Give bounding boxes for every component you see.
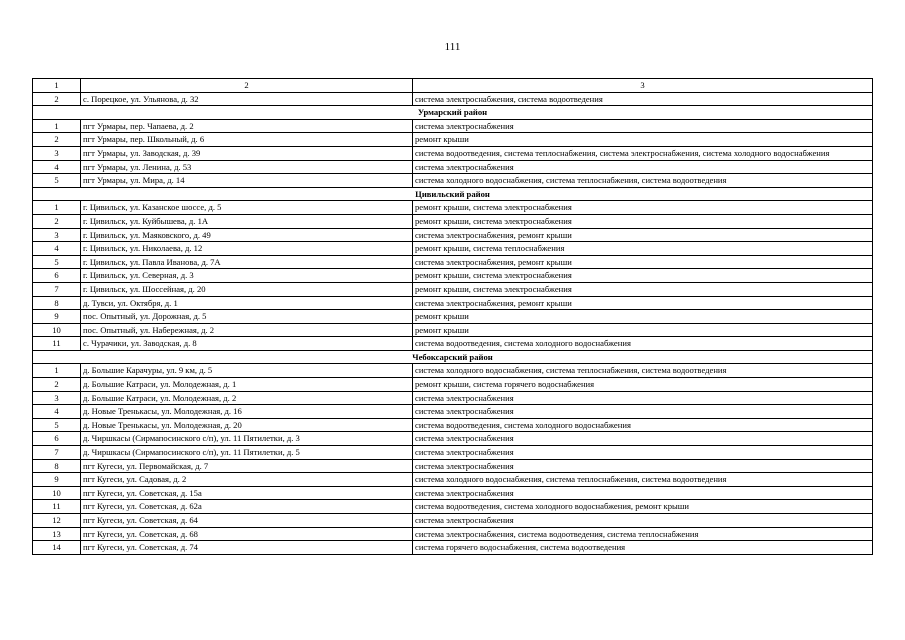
row-works: система холодного водоснабжения, система теплоснабжения, система водоотведения [413,174,873,188]
table-row [33,514,873,528]
table-row [33,500,873,514]
row-address: д. Новые Тренькасы, ул. Молодежная, д. 16 [81,405,413,419]
row-number: 10 [33,323,81,337]
row-number: 3 [33,228,81,242]
row-number: 8 [33,459,81,473]
row-address: пгт Кугеси, ул. Советская, д. 62а [81,500,413,514]
row-address: г. Цивильск, ул. Казанское шоссе, д. 5 [81,201,413,215]
row-works: система электроснабжения, ремонт крыши [413,296,873,310]
row-works: система электроснабжения [413,486,873,500]
page-number: 111 [444,41,461,53]
row-address: д. Чиршкасы (Сирмапосинского с/п), ул. 11 Пятилетки, д. 3 [81,432,413,446]
row-number: 2 [33,214,81,228]
row-number: 14 [33,541,81,555]
row-address: д. Новые Тренькасы, ул. Молодежная, д. 20 [81,418,413,432]
table-row [33,269,873,283]
table-row [33,527,873,541]
row-address: пгт Кугеси, ул. Садовая, д. 2 [81,473,413,487]
row-address: с. Чурачики, ул. Заводская, д. 8 [81,337,413,351]
row-address: пгт Урмары, пер. Школьный, д. 6 [81,133,413,147]
row-address: пгт Урмары, ул. Мира, д. 14 [81,174,413,188]
row-address: пгт Урмары, ул. Ленина, д. 53 [81,160,413,174]
row-works: система водоотведения, система холодного водоснабжения, ремонт крыши [413,500,873,514]
row-address: пгт Кугеси, ул. Советская, д. 68 [81,527,413,541]
row-number: 9 [33,473,81,487]
table-row [33,242,873,256]
table-row [33,214,873,228]
row-number: 6 [33,432,81,446]
row-address: пгт Кугеси, ул. Первомайская, д. 7 [81,459,413,473]
table-row [33,92,873,106]
table-row [33,405,873,419]
row-works: система холодного водоснабжения, система теплоснабжения, система водоотведения [413,364,873,378]
row-number: 13 [33,527,81,541]
works-table [32,78,873,555]
row-works: система электроснабжения [413,391,873,405]
row-number: 9 [33,310,81,324]
table-row [33,378,873,392]
row-works: ремонт крыши [413,323,873,337]
row-number: 11 [33,337,81,351]
district-section-row [33,106,873,120]
table-row [33,459,873,473]
row-works: система водоотведения, система теплоснабжения, система электроснабжения, система холодного водоснабжения [413,146,873,160]
row-number: 1 [33,364,81,378]
table-row [33,364,873,378]
row-address: д. Большие Карачуры, ул. 9 км, д. 5 [81,364,413,378]
row-number: 1 [33,201,81,215]
row-number: 8 [33,296,81,310]
row-works: система электроснабжения [413,459,873,473]
table-row [33,323,873,337]
table-row [33,160,873,174]
row-works: система горячего водоснабжения, система водоотведения [413,541,873,555]
row-works: система электроснабжения, система водоотведения, система теплоснабжения [413,527,873,541]
district-title: Чебоксарский район [33,350,873,364]
row-address: пос. Опытный, ул. Дорожная, д. 5 [81,310,413,324]
row-works: система электроснабжения [413,446,873,460]
row-address: д. Большие Катраси, ул. Молодежная, д. 2 [81,391,413,405]
row-works: система электроснабжения [413,514,873,528]
row-number: 1 [33,119,81,133]
row-works: ремонт крыши [413,310,873,324]
row-works: система электроснабжения [413,119,873,133]
row-number: 2 [33,378,81,392]
row-address: пгт Урмары, ул. Заводская, д. 39 [81,146,413,160]
row-address: г. Цивильск, ул. Маяковского, д. 49 [81,228,413,242]
row-address: г. Цивильск, ул. Куйбышева, д. 1А [81,214,413,228]
row-works: ремонт крыши, система электроснабжения [413,201,873,215]
table-row [33,146,873,160]
row-address: г. Цивильск, ул. Шоссейная, д. 20 [81,282,413,296]
row-address: г. Цивильск, ул. Северная, д. 3 [81,269,413,283]
table-row [33,486,873,500]
row-works: система электроснабжения, ремонт крыши [413,255,873,269]
table-row [33,228,873,242]
table-row [33,133,873,147]
row-address: с. Порецкое, ул. Ульянова, д. 32 [81,92,413,106]
table-row [33,446,873,460]
row-number: 11 [33,500,81,514]
row-address: д. Тувси, ул. Октября, д. 1 [81,296,413,310]
row-works: ремонт крыши, система теплоснабжения [413,242,873,256]
row-number: 4 [33,242,81,256]
district-section-row [33,350,873,364]
row-address: д. Чиршкасы (Сирмапосинского с/п), ул. 11 Пятилетки, д. 5 [81,446,413,460]
table-row [33,282,873,296]
row-number: 12 [33,514,81,528]
row-works: ремонт крыши, система электроснабжения [413,269,873,283]
row-works: система электроснабжения [413,160,873,174]
row-works: система электроснабжения [413,432,873,446]
district-section-row [33,187,873,201]
table-row [33,174,873,188]
table-row [33,473,873,487]
row-works: ремонт крыши, система горячего водоснабжения [413,378,873,392]
row-works: система электроснабжения, система водоотведения [413,92,873,106]
row-works: система электроснабжения [413,405,873,419]
row-address: пгт Кугеси, ул. Советская, д. 64 [81,514,413,528]
row-number: 5 [33,174,81,188]
district-title: Урмарский район [33,106,873,120]
table-row [33,310,873,324]
row-number: 5 [33,418,81,432]
row-address: пос. Опытный, ул. Набережная, д. 2 [81,323,413,337]
table-row [33,432,873,446]
row-number: 4 [33,160,81,174]
row-number: 3 [33,146,81,160]
row-number: 2 [33,92,81,106]
row-address: д. Большие Катраси, ул. Молодежная, д. 1 [81,378,413,392]
row-number: 10 [33,486,81,500]
row-number: 7 [33,282,81,296]
row-address: г. Цивильск, ул. Николаева, д. 12 [81,242,413,256]
column-header-address: 2 [81,79,413,93]
district-title: Цивильский район [33,187,873,201]
row-address: пгт Урмары, пер. Чапаева, д. 2 [81,119,413,133]
table-row [33,418,873,432]
table-row [33,296,873,310]
column-header-works: 3 [413,79,873,93]
table-row [33,391,873,405]
row-works: система электроснабжения, ремонт крыши [413,228,873,242]
row-works: ремонт крыши, система электроснабжения [413,282,873,296]
row-number: 4 [33,405,81,419]
row-number: 5 [33,255,81,269]
row-number: 7 [33,446,81,460]
column-header-number: 1 [33,79,81,93]
row-number: 3 [33,391,81,405]
row-works: система холодного водоснабжения, система теплоснабжения, система водоотведения [413,473,873,487]
row-works: ремонт крыши [413,133,873,147]
table-header-row [33,79,873,93]
row-works: система водоотведения, система холодного водоснабжения [413,418,873,432]
row-number: 2 [33,133,81,147]
table-row [33,201,873,215]
works-table-body [33,79,873,555]
row-address: пгт Кугеси, ул. Советская, д. 74 [81,541,413,555]
table-row [33,255,873,269]
row-number: 6 [33,269,81,283]
table-row [33,541,873,555]
table-row [33,337,873,351]
table-row [33,119,873,133]
row-works: ремонт крыши, система электроснабжения [413,214,873,228]
row-address: г. Цивильск, ул. Павла Иванова, д. 7А [81,255,413,269]
row-works: система водоотведения, система холодного водоснабжения [413,337,873,351]
row-address: пгт Кугеси, ул. Советская, д. 15а [81,486,413,500]
